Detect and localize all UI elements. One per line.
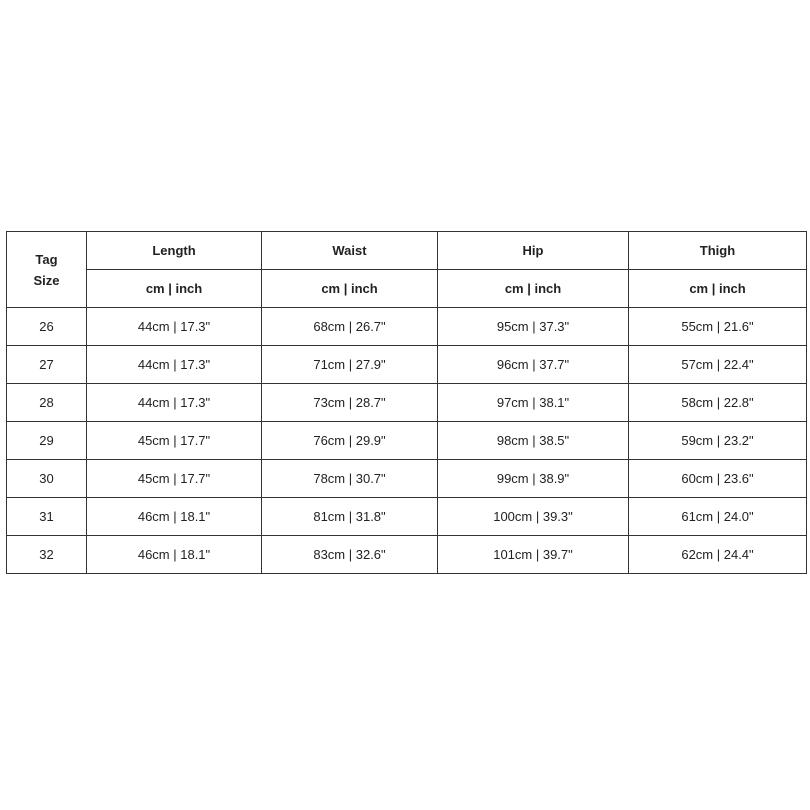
thigh-cell: 62cm | 24.4" (629, 536, 807, 574)
hip-unit-header: cm | inch (438, 270, 629, 308)
length-cell: 45cm | 17.7" (87, 422, 262, 460)
table-row (7, 536, 807, 574)
waist-header: Waist (262, 232, 438, 270)
size-cell: 32 (7, 536, 87, 574)
unit-row (7, 270, 807, 308)
waist-cell: 71cm | 27.9" (262, 346, 438, 384)
waist-cell: 68cm | 26.7" (262, 308, 438, 346)
thigh-cell: 61cm | 24.0" (629, 498, 807, 536)
size-cell: 26 (7, 308, 87, 346)
hip-cell: 96cm | 37.7" (438, 346, 629, 384)
length-cell: 44cm | 17.3" (87, 308, 262, 346)
length-cell: 44cm | 17.3" (87, 384, 262, 422)
header-row (7, 232, 807, 270)
waist-cell: 76cm | 29.9" (262, 422, 438, 460)
length-cell: 45cm | 17.7" (87, 460, 262, 498)
waist-cell: 78cm | 30.7" (262, 460, 438, 498)
hip-header: Hip (438, 232, 629, 270)
size-cell: 28 (7, 384, 87, 422)
length-cell: 46cm | 18.1" (87, 536, 262, 574)
table-row (7, 346, 807, 384)
waist-cell: 83cm | 32.6" (262, 536, 438, 574)
thigh-cell: 55cm | 21.6" (629, 308, 807, 346)
table-row (7, 384, 807, 422)
hip-cell: 101cm | 39.7" (438, 536, 629, 574)
hip-cell: 99cm | 38.9" (438, 460, 629, 498)
size-cell: 31 (7, 498, 87, 536)
waist-cell: 73cm | 28.7" (262, 384, 438, 422)
table-row (7, 308, 807, 346)
table-row (7, 498, 807, 536)
tag-header-line-1: Tag (35, 251, 58, 267)
table-row (7, 460, 807, 498)
length-unit-header: cm | inch (87, 270, 262, 308)
hip-cell: 98cm | 38.5" (438, 422, 629, 460)
thigh-header: Thigh (629, 232, 807, 270)
tag-size-header (7, 232, 87, 308)
thigh-cell: 59cm | 23.2" (629, 422, 807, 460)
size-cell: 30 (7, 460, 87, 498)
waist-cell: 81cm | 31.8" (262, 498, 438, 536)
thigh-cell: 58cm | 22.8" (629, 384, 807, 422)
tag-header-line-2: Size (33, 272, 60, 288)
table-row (7, 422, 807, 460)
thigh-unit-header: cm | inch (629, 270, 807, 308)
size-chart-table (6, 231, 807, 574)
hip-cell: 100cm | 39.3" (438, 498, 629, 536)
length-cell: 46cm | 18.1" (87, 498, 262, 536)
hip-cell: 95cm | 37.3" (438, 308, 629, 346)
waist-unit-header: cm | inch (262, 270, 438, 308)
thigh-cell: 60cm | 23.6" (629, 460, 807, 498)
size-cell: 29 (7, 422, 87, 460)
length-header: Length (87, 232, 262, 270)
length-cell: 44cm | 17.3" (87, 346, 262, 384)
size-cell: 27 (7, 346, 87, 384)
hip-cell: 97cm | 38.1" (438, 384, 629, 422)
thigh-cell: 57cm | 22.4" (629, 346, 807, 384)
